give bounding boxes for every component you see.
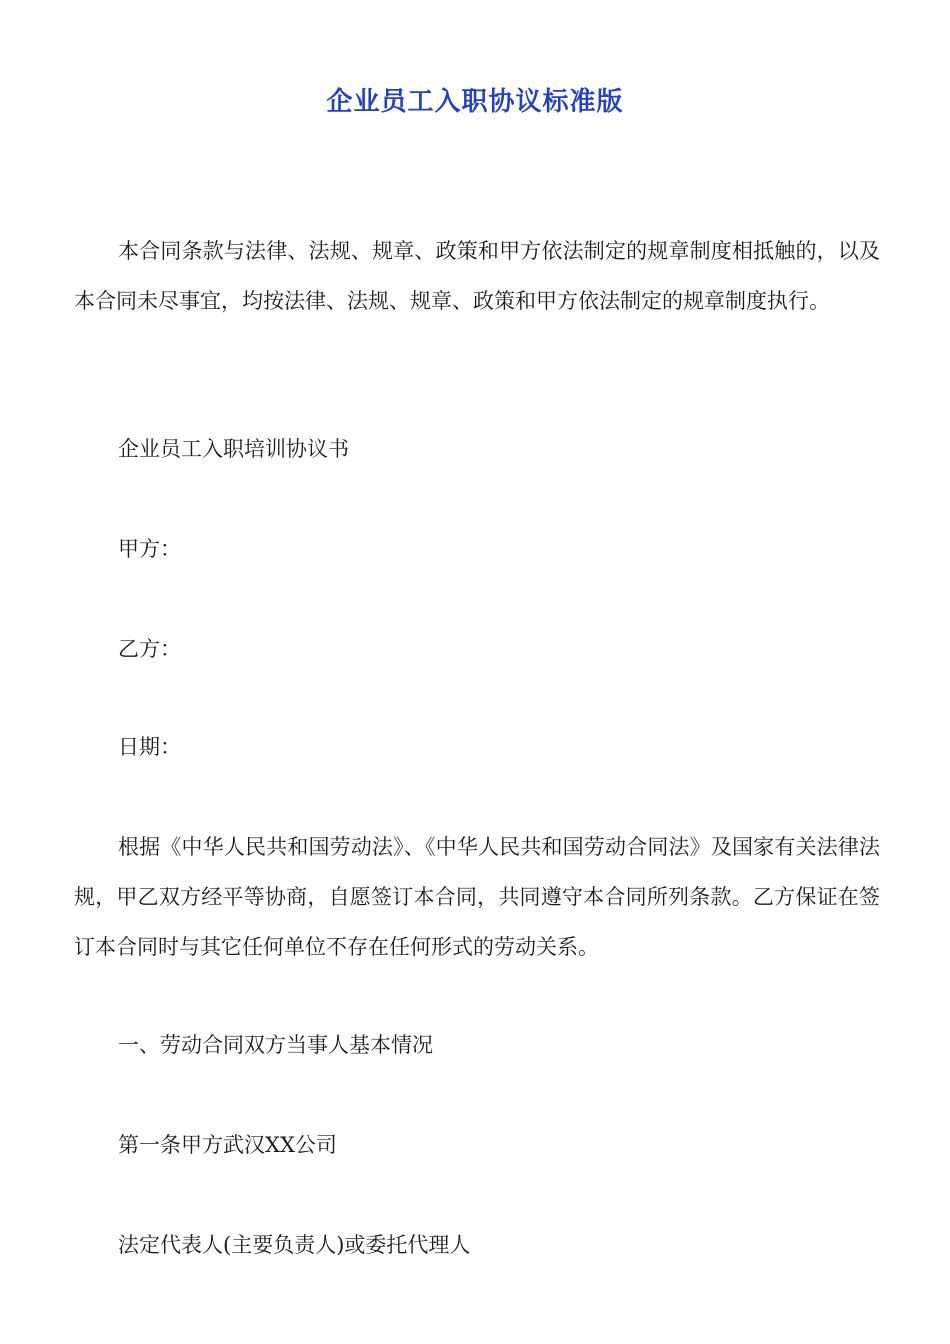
party-a-label: 甲方：: [118, 537, 181, 561]
agreement-subtitle: 企业员工入职培训协议书: [118, 437, 349, 461]
legal-representative-line: 法定代表人(主要负责人)或委托代理人: [118, 1233, 471, 1257]
disclaimer-paragraph: 本合同条款与法律、法规、规章、政策和甲方依法制定的规章制度相抵触的，以及本合同未尽事宜，均按法律、法规、规章、政策和甲方依法制定的规章制度执行。: [74, 239, 880, 313]
article-1: 第一条甲方武汉XX公司: [118, 1133, 337, 1157]
party-b-label: 乙方：: [118, 637, 181, 661]
section-1-heading: 一、劳动合同双方当事人基本情况: [118, 1033, 433, 1057]
document-title: 企业员工入职协议标准版: [326, 87, 624, 117]
date-label: 日期：: [118, 735, 181, 759]
legal-basis-paragraph: 根据《中华人民共和国劳动法》、《中华人民共和国劳动合同法》及国家有关法律法规，甲乙双方经平等协商，自愿签订本合同，共同遵守本合同所列条款。乙方保证在签订本合同时与其它任何单位不存在任何形式的劳动关系。: [74, 835, 880, 959]
